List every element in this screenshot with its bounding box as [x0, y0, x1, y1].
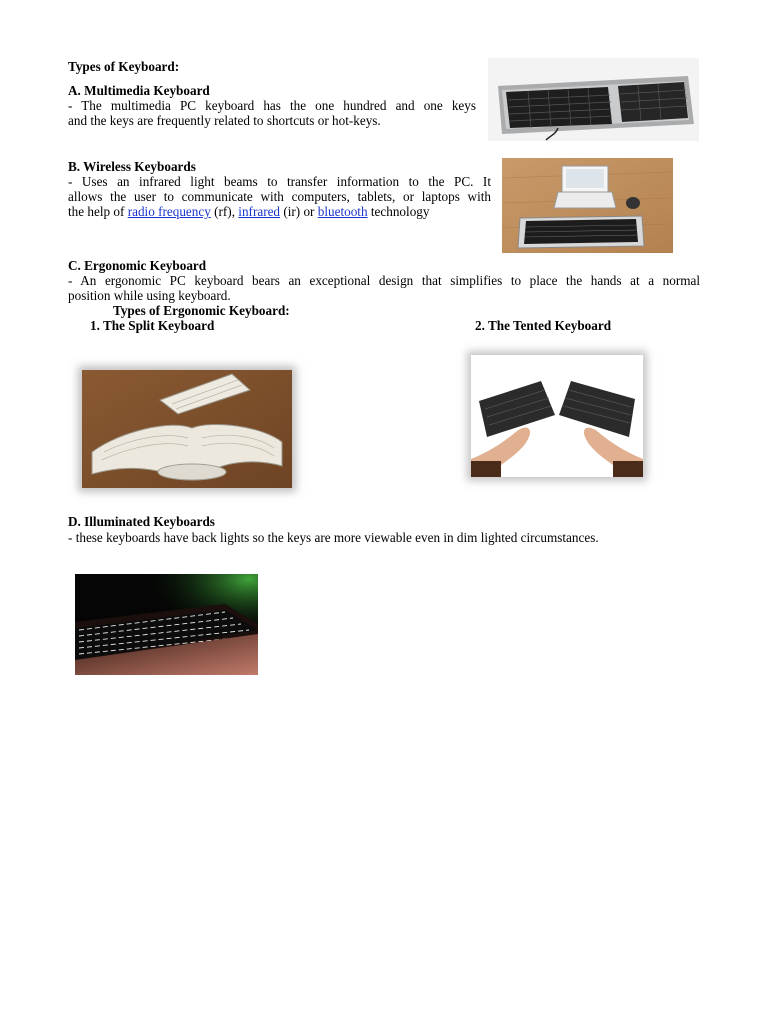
wireless-line-1: - Uses an infrared light beams to transfer information to the PC. It [68, 174, 491, 189]
tented-keyboard-label: 2. The Tented Keyboard [475, 318, 612, 333]
rf-abbr: (rf), [214, 204, 235, 220]
wireless-keyboard-image [502, 158, 673, 253]
multimedia-keyboard-image [488, 58, 699, 141]
wireless-description [68, 174, 491, 220]
bluetooth-link[interactable]: bluetooth [317, 204, 368, 220]
tented-keyboard-image [471, 355, 643, 477]
split-keyboard-image [82, 370, 292, 488]
split-keyboard-label: 1. The Split Keyboard [90, 318, 215, 333]
multimedia-line-2: and the keys are frequently related to shortcuts or hot-keys. [68, 113, 381, 129]
wireless-title: B. Wireless Keyboards [68, 159, 196, 174]
wireless-line-3-prefix: the help of [68, 204, 125, 220]
illuminated-description [68, 530, 708, 545]
multimedia-description [68, 98, 476, 128]
illuminated-line-1: - these keyboards have back lights so the keys are more viewable even in dim lighted circumstances. [68, 530, 599, 545]
wireless-line-3-suffix: technology [370, 204, 430, 220]
ir-abbr: (ir) or [283, 204, 315, 220]
page-heading: Types of Keyboard: [68, 59, 180, 74]
ergonomic-line-1: - An ergonomic PC keyboard bears an exceptional design that simplifies to place the hands at a normal [68, 273, 700, 288]
ergonomic-types-title: Types of Ergonomic Keyboard: [113, 303, 290, 318]
ergonomic-title: C. Ergonomic Keyboard [68, 258, 207, 273]
infrared-link[interactable]: infrared [238, 204, 281, 220]
illuminated-keyboard-image [75, 574, 258, 675]
multimedia-line-1: - The multimedia PC keyboard has the one hundred and one keys [68, 98, 476, 113]
ergonomic-line-2: position while using keyboard. [68, 288, 231, 304]
ergonomic-description [68, 273, 700, 303]
wireless-line-3 [68, 204, 491, 219]
wireless-line-2: allows the user to communicate with computers, tablets, or laptops with [68, 189, 491, 205]
multimedia-title: A. Multimedia Keyboard [68, 83, 210, 98]
illuminated-title: D. Illuminated Keyboards [68, 514, 215, 529]
radio-frequency-link[interactable]: radio frequency [127, 204, 211, 220]
